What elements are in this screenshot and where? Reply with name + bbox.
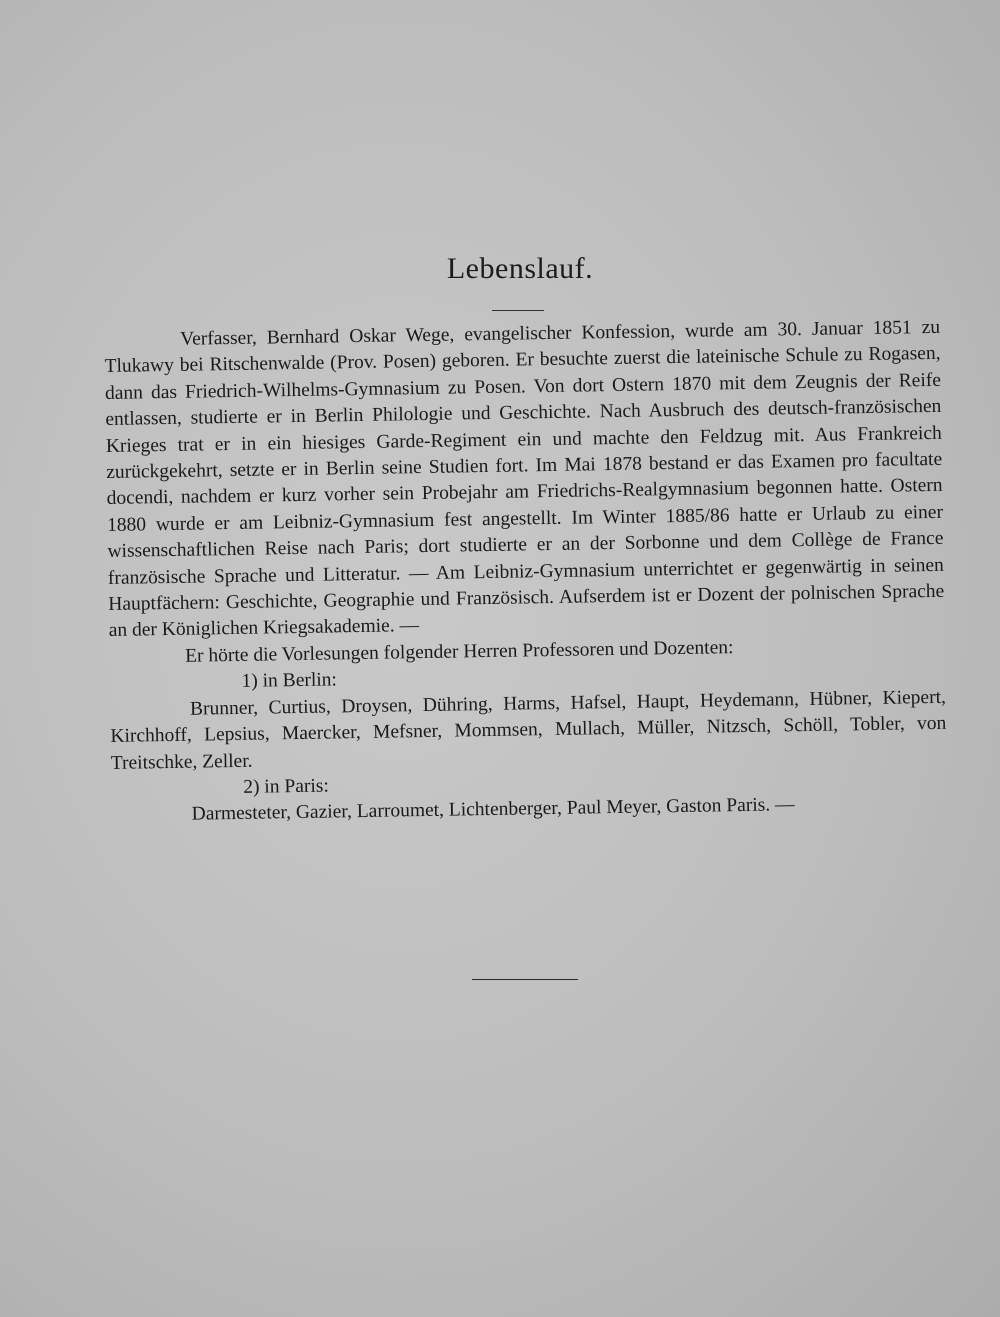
berlin-professors-list: Brunner, Curtius, Droysen, Dühring, Harms, Hafsel, Haupt, Heydemann, Hübner, Kiepert, Kirchhoff, Lepsius, Maercker, Mefsner, Mommsen, Mullach, Müller, Nitzsch, Schöll, Tobler, von Treitschke, Zeller. <box>110 686 947 774</box>
paris-heading: 2) in Paris: <box>243 775 329 798</box>
closing-divider <box>472 979 578 980</box>
page-title: Lebenslauf. <box>446 252 594 285</box>
title-divider <box>492 310 544 311</box>
berlin-heading: 1) in Berlin: <box>241 669 338 693</box>
paris-professors-list: Darmesteter, Gazier, Larroumet, Lichtenberger, Paul Meyer, Gaston Paris. — <box>191 794 795 825</box>
lectures-intro: Er hörte die Vorlesungen folgender Herren Professoren und Dozenten: <box>184 637 734 667</box>
biography-paragraph: Verfasser, Bernhard Oskar Wege, evangelischer Konfession, wurde am 30. Januar 1851 zu Tlukawy bei Ritschenwalde (Prov. Posen) geboren. Er besuchte zuerst die lateinische Schule zu Rogasen, dann das Friedrich-Wilhelms-Gymnasium zu Posen. Von dort Ostern 1870 mit dem Zeugnis der Reife entlassen, studierte er in Berlin Philologie und Geschichte. Nach Ausbruch des deutsch-französischen Krieges trat er in ein hiesiges Garde-Regiment ein und machte den Feldzug mit. Aus Frankreich zurückgekehrt, setzte er in Berlin seine Studien fort. Im Mai 1878 bestand er das Examen pro facultate docendi, nachdem er kurz vorher sein Probejahr am Friedrichs-Realgymnasium begonnen hatte. Ostern 1880 wurde er am Leibniz-Gymnasium fest angestellt. Im Winter 1885/86 hatte er Urlaub zu einer wissenschaftlichen Reise nach Paris; dort studierte er an der Sorbonne und dem Collège de France französische Sprache und Litteratur. — Am Leibniz-Gymnasium unterrichtet er gegenwärtig in seinen Hauptfächern: Geschichte, Geographie und Französisch. Aufserdem ist er Dozent der polnischen Sprache an der Königlichen Kriegsakademie. — <box>104 316 945 642</box>
body-text <box>104 315 948 830</box>
